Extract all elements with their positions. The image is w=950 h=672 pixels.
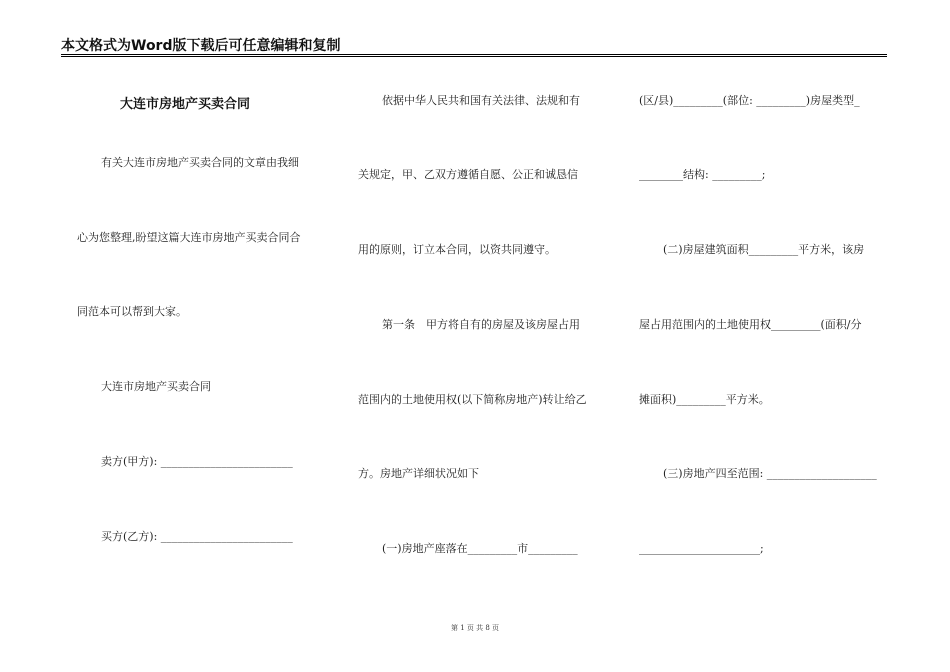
buyer-field: 买方(乙方): ________________________: [101, 530, 293, 543]
boundaries-blank-line: ______________________;: [639, 542, 764, 555]
body-line-2: 关规定，甲、乙双方遵循自愿、公正和诚恳信: [358, 168, 578, 181]
building-area-line: (二)房屋建筑面积_________平方米，该房: [663, 243, 865, 256]
body-line-6: 方。房地产详细状况如下: [358, 467, 479, 480]
article-one-line: 第一条 甲方将自有的房屋及该房屋占用: [382, 318, 580, 331]
document-banner: 本文格式为Word版下载后可任意编辑和复制: [61, 38, 341, 54]
shared-area-line: 摊面积)_________平方米。: [639, 393, 770, 406]
boundaries-line: (三)房地产四至范围: ____________________: [663, 467, 877, 480]
property-location-line: (一)房地产座落在_________市_________: [382, 542, 578, 555]
body-line-5: 范围内的土地使用权(以下简称房地产)转让给乙: [358, 393, 587, 406]
land-use-line: 屋占用范围内的土地使用权_________(面积/分: [639, 318, 862, 331]
district-line: (区/县)_________(部位: _________)房屋类型_: [639, 94, 860, 107]
header-rule: [61, 54, 887, 55]
intro-line-2: 心为您整理,盼望这篇大连市房地产买卖合同合: [77, 231, 301, 244]
body-line-1: 依据中华人民共和国有关法律、法规和有: [382, 94, 580, 107]
intro-line-1: 有关大连市房地产买卖合同的文章由我细: [101, 156, 299, 169]
structure-line: ________结构: _________;: [639, 168, 766, 181]
page-number: 第 1 页 共 8 页: [450, 624, 500, 632]
intro-line-3: 同范本可以帮到大家。: [77, 305, 187, 318]
document-title: 大连市房地产买卖合同: [120, 97, 251, 112]
header-rule-thin: [61, 56, 887, 57]
body-line-3: 用的原则，订立本合同，以资共同遵守。: [358, 243, 556, 256]
contract-subtitle: 大连市房地产买卖合同: [101, 380, 211, 393]
seller-field: 卖方(甲方): ________________________: [101, 455, 293, 468]
